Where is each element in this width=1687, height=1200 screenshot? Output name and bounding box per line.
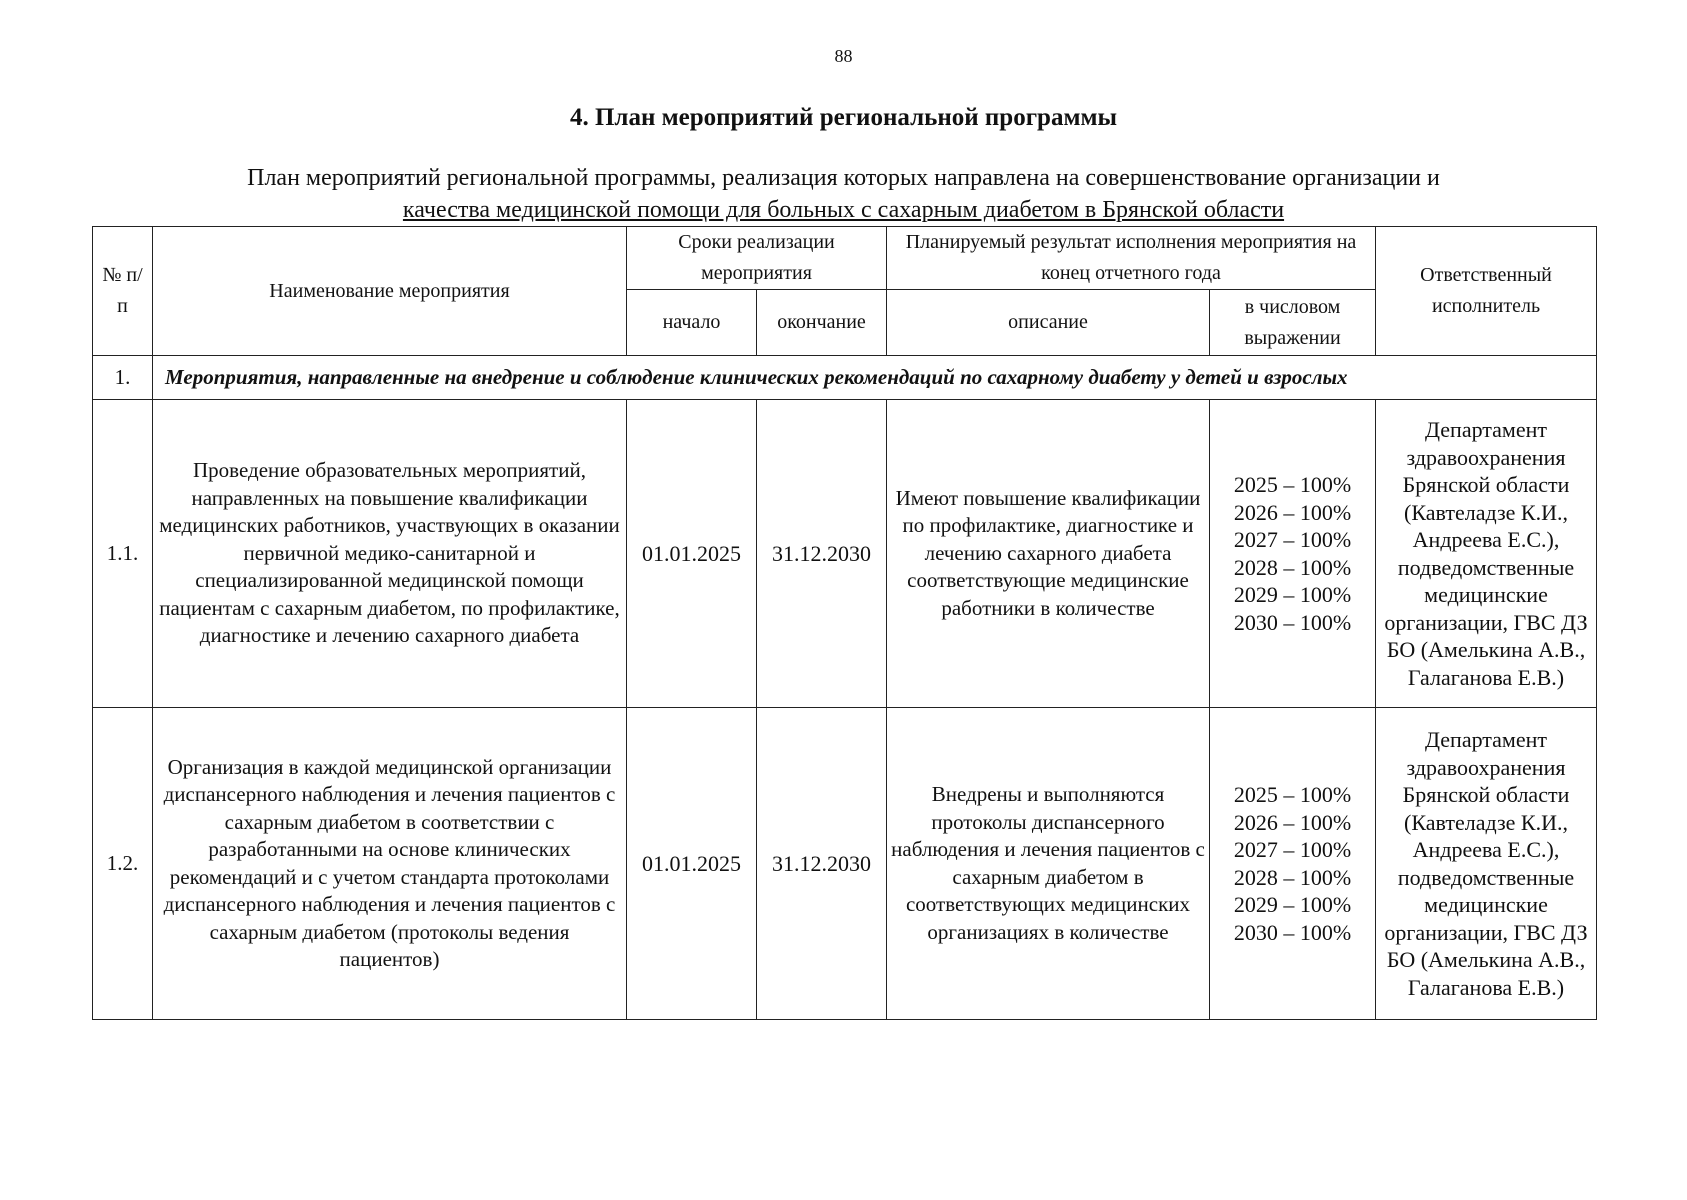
row-value: 2029 – 100% xyxy=(1233,892,1352,917)
row-description: Имеют повышение квалификации по профилактике, диагностике и лечению сахарного диабета соответствующие медицинские работники в количестве xyxy=(887,400,1210,708)
row-value: 2029 – 100% xyxy=(1233,582,1352,607)
table-caption xyxy=(0,162,1687,226)
header-start: начало xyxy=(627,290,757,356)
row-name: Проведение образовательных мероприятий, направленных на повышение квалификации медицинских работников, участвующих в оказании первичной медико-санитарной и специализированной медицинской помощи пациентам с сахарным диабетом, по профилактике, диагностике и лечению сахарного диабета xyxy=(153,400,627,708)
header-end: окончание xyxy=(757,290,887,356)
header-description: описание xyxy=(887,290,1210,356)
header-numeric: в числовом выражении xyxy=(1210,290,1376,356)
row-value: 2030 – 100% xyxy=(1233,919,1352,945)
plan-table xyxy=(92,226,1597,1020)
header-result: Планируемый результат исполнения мероприятия на конец отчетного года xyxy=(887,227,1376,290)
header-num: № п/п xyxy=(93,227,153,356)
section-title: 4. План мероприятий региональной программы xyxy=(569,104,1118,131)
row-num: 1.2. xyxy=(93,708,153,1020)
section-row xyxy=(93,356,1597,400)
row-values xyxy=(1210,708,1376,1020)
header-terms: Сроки реализации мероприятия xyxy=(627,227,887,290)
row-value: 2028 – 100% xyxy=(1233,554,1352,580)
table-caption-line-2: качества медицинской помощи для больных с сахарным диабетом в Брянской области xyxy=(402,197,1285,223)
row-name: Организация в каждой медицинской организации диспансерного наблюдения и лечения пациентов с сахарным диабетом в соответствии с разработанными на основе клинических рекомендаций и с учетом стандарта протоколами диспансерного наблюдения и лечения пациентов с сахарным диабетом (протоколы ведения пациентов) xyxy=(153,708,627,1020)
table-row xyxy=(93,708,1597,1020)
row-value: 2028 – 100% xyxy=(1233,864,1352,890)
table-caption-line-1: План мероприятий региональной программы, реализация которых направлена на совершенствование организации и xyxy=(247,165,1440,191)
row-value: 2030 – 100% xyxy=(1233,609,1352,635)
page-number: 88 xyxy=(834,46,853,66)
row-responsible: Департамент здравоохранения Брянской области (Кавтеладзе К.И., Андреева Е.С.), подведомственные медицинские организации, ГВС ДЗ БО (Амелькина А.В., Галаганова Е.В.) xyxy=(1376,708,1597,1020)
row-value: 2025 – 100% xyxy=(1233,472,1352,497)
row-value: 2026 – 100% xyxy=(1233,809,1352,835)
row-description: Внедрены и выполняются протоколы диспансерного наблюдения и лечения пациентов с сахарным диабетом в соответствующих медицинских организациях в количестве xyxy=(887,708,1210,1020)
section-title-cell: Мероприятия, направленные на внедрение и соблюдение клинических рекомендаций по сахарному диабету у детей и взрослых xyxy=(153,356,1597,400)
row-start: 01.01.2025 xyxy=(627,400,757,708)
row-end: 31.12.2030 xyxy=(757,400,887,708)
row-value: 2026 – 100% xyxy=(1233,499,1352,525)
row-end: 31.12.2030 xyxy=(757,708,887,1020)
section-num: 1. xyxy=(93,356,153,400)
header-name: Наименование мероприятия xyxy=(153,227,627,356)
header-row xyxy=(93,227,1597,290)
header-responsible: Ответственный исполнитель xyxy=(1376,227,1597,356)
row-values xyxy=(1210,400,1376,708)
table-row xyxy=(93,400,1597,708)
row-num: 1.1. xyxy=(93,400,153,708)
row-start: 01.01.2025 xyxy=(627,708,757,1020)
row-responsible: Департамент здравоохранения Брянской области (Кавтеладзе К.И., Андреева Е.С.), подведомственные медицинские организации, ГВС ДЗ БО (Амелькина А.В., Галаганова Е.В.) xyxy=(1376,400,1597,708)
row-value: 2025 – 100% xyxy=(1233,782,1352,807)
row-value: 2027 – 100% xyxy=(1233,527,1352,552)
row-value: 2027 – 100% xyxy=(1233,837,1352,862)
